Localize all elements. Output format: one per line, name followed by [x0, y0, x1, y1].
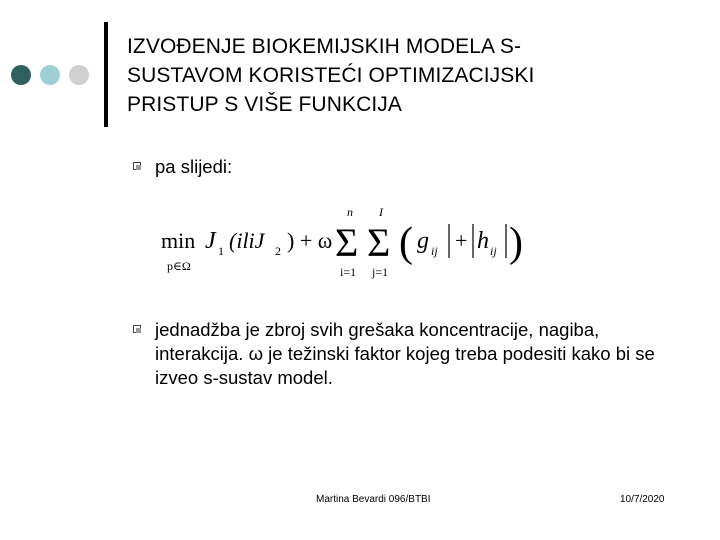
sum1-lower: i=1	[340, 265, 357, 279]
bullet-square-icon	[133, 162, 141, 170]
dark-teal-dot	[11, 65, 31, 85]
sum2-upper: I	[379, 205, 383, 219]
objective-formula	[155, 200, 525, 290]
sum1-sigma: Σ	[335, 220, 359, 265]
formula-g: g	[417, 228, 429, 254]
title-line-2: SUSTAVOM KORISTEĆI OPTIMIZACIJSKI	[127, 64, 535, 87]
sum2-sigma: Σ	[367, 220, 391, 265]
formula-g-subscript: ij	[431, 244, 438, 258]
formula-min-subscript: p∈Ω	[167, 259, 191, 273]
bullet-text-2: jednadžba je zbroj svih grešaka koncentracije, nagiba, interakcija. ω je težinski faktor kojeg treba podesiti kako bi se izveo s-sustav model.	[155, 319, 655, 388]
formula-plus-omega: ) + ω	[287, 228, 333, 253]
formula-h: h	[477, 228, 489, 254]
slide-title	[127, 32, 687, 119]
formula-h-subscript: ij	[490, 244, 497, 258]
formula-min: min	[161, 228, 196, 253]
formula-ili-J2: (iliJ	[229, 228, 265, 253]
gray-dot	[69, 65, 89, 85]
title-divider-bar	[104, 22, 108, 127]
formula-J1-subscript: 1	[218, 244, 224, 258]
title-line-3: PRISTUP S VIŠE FUNKCIJA	[127, 93, 402, 116]
formula-J2-subscript: 2	[275, 244, 281, 258]
bullet-text-1: pa slijedi:	[155, 156, 233, 177]
sum2-lower: j=1	[372, 265, 389, 279]
formula-J1: J	[205, 228, 216, 254]
footer-date: 10/7/2020	[620, 494, 665, 505]
decorative-dots	[11, 65, 101, 85]
formula-plus: +	[455, 228, 468, 253]
light-teal-dot	[40, 65, 60, 85]
footer-author: Martina Bevardi 096/BTBI	[316, 494, 431, 505]
sum1-upper: n	[347, 205, 353, 219]
title-line-1: IZVOĐENJE BIOKEMIJSKIH MODELA S-	[127, 35, 522, 58]
formula-right-paren: )	[509, 220, 523, 266]
formula-left-paren: (	[399, 220, 413, 266]
bullet-square-icon	[133, 325, 141, 333]
